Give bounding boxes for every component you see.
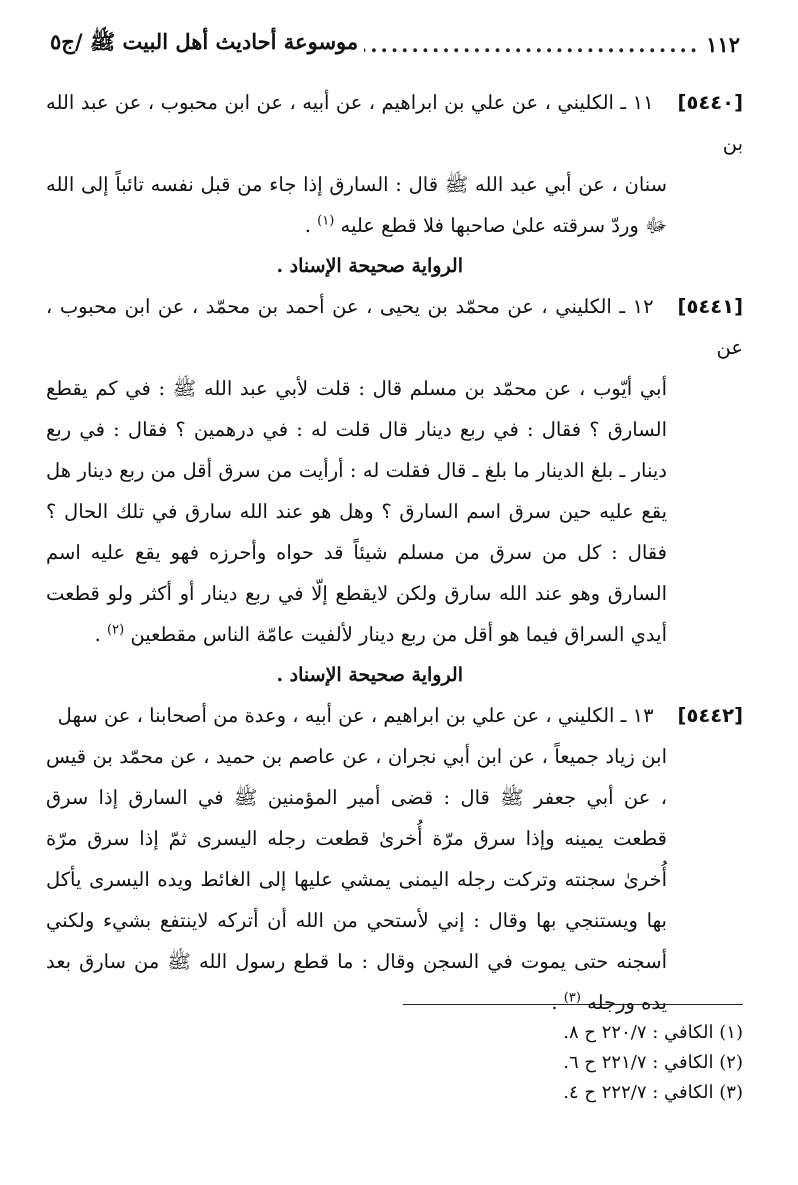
- hadith-first-line: [46, 695, 743, 736]
- hadith-text: ابن زياد جميعاً ، عن ابن أبي نجران ، عن عاصم بن حميد ، عن محمّد بن قيس ، عن أبي جعفر ﷺ قال : قضى أمير المؤمنين ﷺ في السارق إذا سرق قطعت يمينه وإذا سرق مرّة أُخرىٰ قطعت رجله اليسرى ثمّ إذا سرق مرّة أُخرىٰ سجنته وتركت رجله اليمنى يمشي عليها إلى الغائط ويده اليسرى يأكل بها ويستنجي بها وقال : إني لأستحي من الله أن أتركه لاينتفع بشيء ولكني أسجنه حتى يموت في السجن وقال : ما قطع رسول الله ﷺ من سارق بعد يده ورجله $^{(٣)}$ .: [46, 745, 667, 1014]
- footnote: (١) الكافي : ٢٢٠/٧ ح ٨.: [563, 1022, 743, 1043]
- book-title: موسوعة أحاديث أهل البيت ﷺ /ج٥: [50, 28, 359, 54]
- hadith-body: أبي أيّوب ، عن محمّد بن مسلم قال : قلت لأبي عبد الله ﷺ : في كم يقطع السارق ؟ فقال : في ربع دينار قال قلت له : في درهمين ؟ فقال : في ربع دينار ـ بلغ الدينار ما بلغ ـ قال فقلت له : أرأيت من سرق أقل من ربع دينار هل يقع عليه حين سرق اسم السارق ؟ وهل هو عند الله سارق في تلك الحال ؟ فقال : كل من سرق من مسلم شيئاً قد حواه وأحرزه فهو يقع عليه اسم السارق وهو عند الله سارق ولكن لايقطع إلّا في ربع دينار أو أكثر ولو قطعت أيدي السراق فيما هو أقل من ربع دينار لألفيت عامّة الناس مقطعين: [46, 377, 667, 646]
- footnote-reference: (٢): [107, 622, 125, 638]
- hadith-text: أبي أيّوب ، عن محمّد بن مسلم قال : قلت لأبي عبد الله ﷺ : في كم يقطع السارق ؟ فقال : في ربع دينار قال قلت له : في درهمين ؟ فقال : في ربع دينار ـ بلغ الدينار ما بلغ ـ قال فقلت له : أرأيت من سرق أقل من ربع دينار هل يقع عليه حين سرق اسم السارق ؟ وهل هو عند الله سارق في تلك الحال ؟ فقال : كل من سرق من مسلم شيئاً قد حواه وأحرزه فهو يقع عليه اسم السارق وهو عند الله سارق ولكن لايقطع إلّا في ربع دينار أو أكثر ولو قطعت أيدي السراق فيما هو أقل من ربع دينار لألفيت عامّة الناس مقطعين $^{(٢)}$ .: [46, 377, 667, 646]
- footnote-divider: [403, 1004, 743, 1005]
- hadith-entry: [46, 82, 743, 246]
- hadith-first-line: [46, 286, 743, 368]
- hadith-body: ابن زياد جميعاً ، عن ابن أبي نجران ، عن عاصم بن حميد ، عن محمّد بن قيس ، عن أبي جعفر ﷺ قال : قضى أمير المؤمنين ﷺ في السارق إذا سرق قطعت يمينه وإذا سرق مرّة أُخرىٰ قطعت رجله اليسرى ثمّ إذا سرق مرّة أُخرىٰ سجنته وتركت رجله اليمنى يمشي عليها إلى الغائط ويده اليسرى يأكل بها ويستنجي بها وقال : إني لأستحي من الله أن أتركه لاينتفع بشيء ولكني أسجنه حتى يموت في السجن وقال : ما قطع رسول الله ﷺ من سارق بعد يده ورجله: [46, 745, 667, 1014]
- grading-note: الرواية صحيحة الإسناد .: [276, 255, 463, 277]
- hadith-opening: ١١ ـ الكليني ، عن علي بن ابراهيم ، عن أبيه ، عن ابن محبوب ، عن عبد الله بن: [46, 91, 743, 155]
- hadith-body: سنان ، عن أبي عبد الله ﷺ قال : السارق إذا جاء من قبل نفسه تائباً إلى الله ﷻ وردّ سرقته علىٰ صاحبها فلا قطع عليه: [46, 173, 667, 237]
- hadith-first-line: [46, 82, 743, 164]
- leader-dots: [364, 32, 700, 57]
- hadith-number: [٥٤٤٠]: [677, 91, 743, 114]
- hadith-number: [٥٤٤١]: [677, 295, 743, 318]
- running-header: [50, 26, 740, 62]
- grading-note: الرواية صحيحة الإسناد .: [276, 664, 463, 686]
- page-body: [46, 82, 743, 1023]
- page-number: ١١٢: [706, 31, 740, 57]
- footnote-reference: (١): [317, 213, 335, 229]
- hadith-entry: [46, 695, 743, 1023]
- hadith-text: سنان ، عن أبي عبد الله ﷺ قال : السارق إذا جاء من قبل نفسه تائباً إلى الله ﷻ وردّ سرقته علىٰ صاحبها فلا قطع عليه $^{(١)}$ .: [46, 173, 667, 237]
- footnote: (٣) الكافي : ٢٢٢/٧ ح ٤.: [563, 1082, 743, 1103]
- footnote: (٢) الكافي : ٢٢١/٧ ح ٦.: [563, 1052, 743, 1073]
- hadith-opening: ١٢ ـ الكليني ، عن محمّد بن يحيى ، عن أحمد بن محمّد ، عن ابن محبوب ، عن: [46, 295, 743, 359]
- footnotes: [343, 1018, 743, 1108]
- hadith-opening: ١٣ ـ الكليني ، عن علي بن ابراهيم ، عن أبيه ، وعدة من أصحابنا ، عن سهل: [57, 704, 654, 727]
- hadith-entry: [46, 286, 743, 655]
- hadith-number: [٥٤٤٢]: [677, 704, 743, 727]
- footnote-reference: (٣): [563, 990, 581, 1006]
